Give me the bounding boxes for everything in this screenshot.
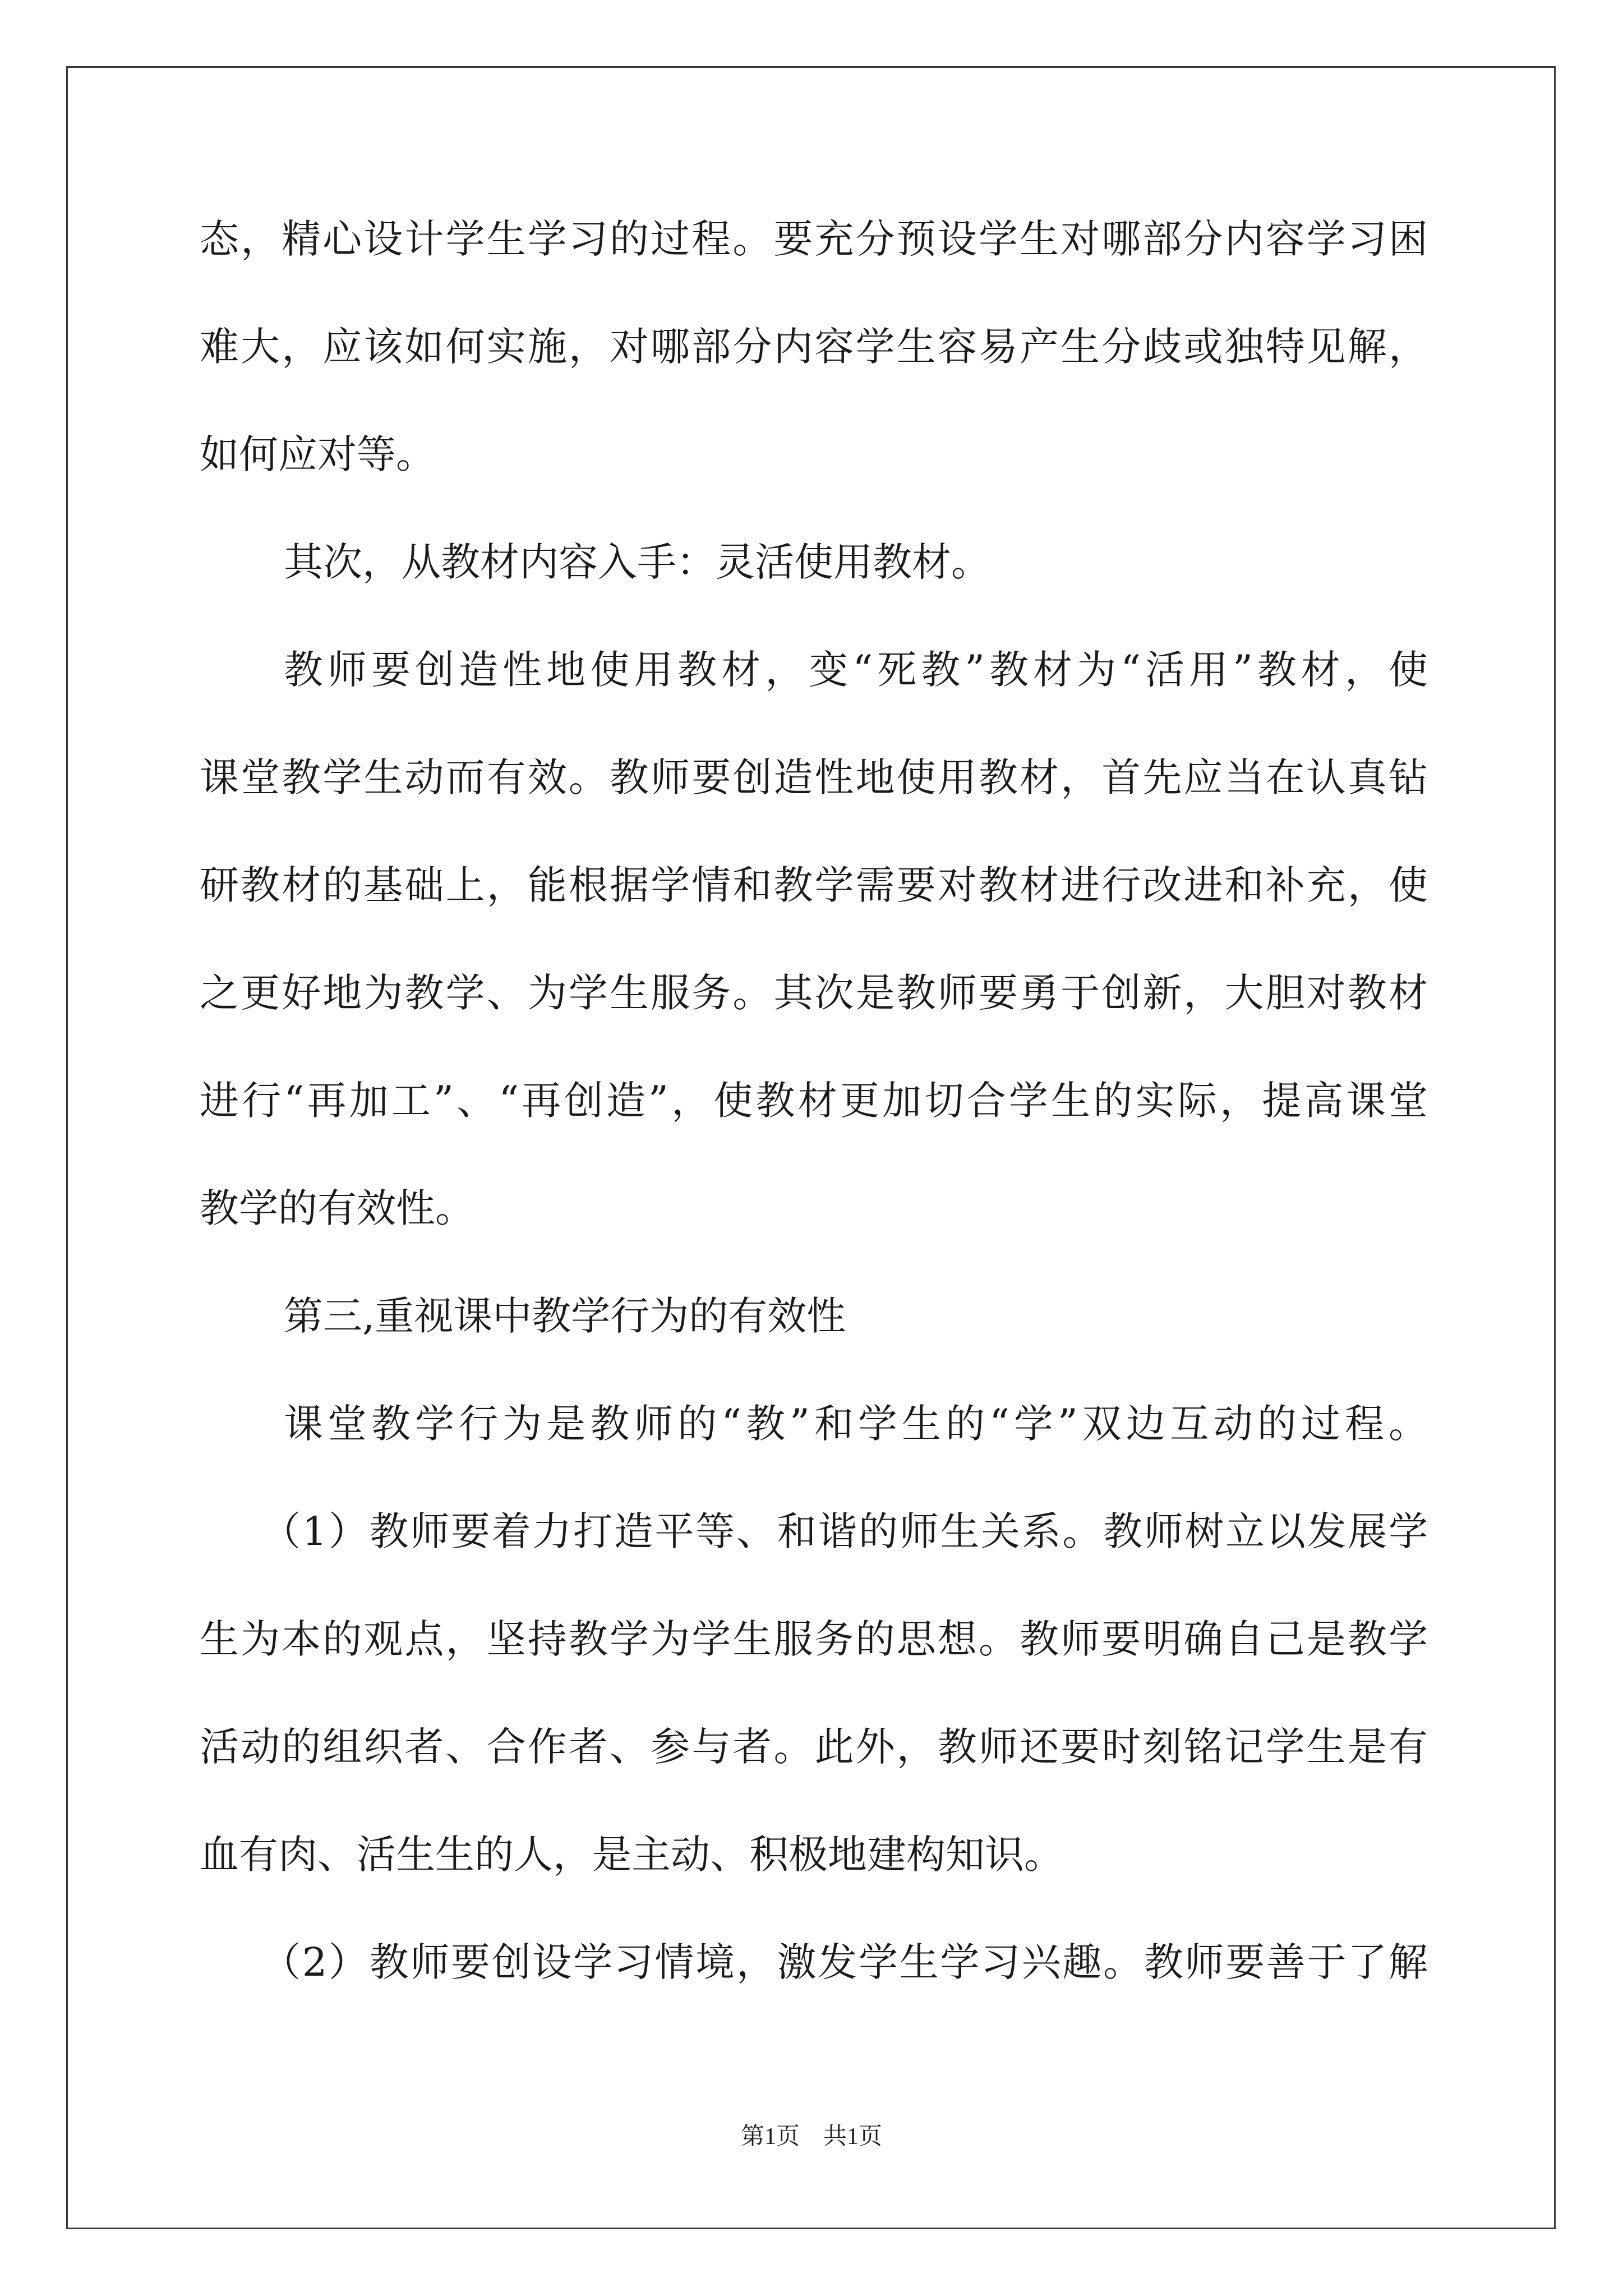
page-number-footer: 第1页 共1页 (740, 2124, 882, 2150)
text-line: 课堂教学行为是教师的“教”和学生的“学”双边互动的过程。 (284, 1401, 1428, 1447)
text-line: 血有肉、活生生的人，是主动、积极地建构知识。 (200, 1832, 1063, 1878)
text-line: 研教材的基础上，能根据学情和教学需要对教材进行改进和补充，使 (200, 862, 1428, 908)
text-line: 态，精心设计学生学习的过程。要充分预设学生对哪部分内容学习困 (200, 216, 1428, 262)
text-line: 之更好地为教学、为学生服务。其次是教师要勇于创新，大胆对教材 (200, 970, 1428, 1016)
text-line: 生为本的观点，坚持教学为学生服务的思想。教师要明确自己是教学 (200, 1616, 1428, 1662)
document-body (200, 212, 1428, 2043)
text-line: （1）教师要着力打造平等、和谐的师生关系。教师树立以发展学 (261, 1508, 1428, 1554)
text-line: 难大，应该如何实施，对哪部分内容学生容易产生分歧或独特见解， (200, 324, 1428, 370)
text-line: （2）教师要创设学习情境，激发学生学习兴趣。教师要善于了解 (261, 1939, 1428, 1985)
text-line: 教学的有效性。 (200, 1185, 474, 1231)
text-line: 教师要创造性地使用教材，变“死教”教材为“活用”教材，使 (284, 647, 1428, 693)
text-line: 课堂教学生动而有效。教师要创造性地使用教材，首先应当在认真钻 (200, 754, 1428, 800)
text-line: 活动的组织者、合作者、参与者。此外，教师还要时刻铭记学生是有 (200, 1724, 1428, 1770)
section-heading: 第三,重视课中教学行为的有效性 (284, 1293, 846, 1339)
text-line: 进行“再加工”、“再创造”，使教材更加切合学生的实际，提高课堂 (200, 1078, 1428, 1124)
text-line: 其次，从教材内容入手：灵活使用教材。 (284, 539, 990, 585)
text-line: 如何应对等。 (200, 431, 435, 477)
